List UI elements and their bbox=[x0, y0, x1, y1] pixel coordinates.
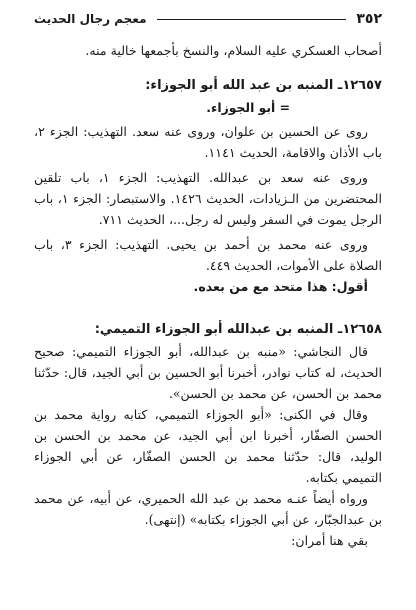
entry-12657-paragraph-1: روى عن الحسين بن علوان، وروى عنه سعد. التهذيب: الجزء ٢، باب الأذان والاقامة، الحديث ١١٤١. bbox=[34, 124, 382, 160]
entry-12658-paragraph-1: قال النجاشي: «منبه بن عبدالله، أبو الجوزاء التميمي: صحيح الحديث، له كتاب نوادر، أخبرنا أبو الحسين بن أبي الجيد، قال: حدّثنا محمد بن الحسن، عن محمد بن الحسن». bbox=[34, 344, 382, 401]
header-rule bbox=[157, 19, 347, 20]
note-label: أقول: bbox=[331, 279, 368, 294]
continuation-paragraph: أصحاب العسكري عليه السلام، والنسخ بأجمعها خالية منه. bbox=[85, 43, 382, 58]
entry-title-12658: ١٢٦٥٨ـ المنبه بن عبدالله أبو الجوزاء التميمي: bbox=[94, 322, 382, 337]
note-text: هذا متحد مع من بعده. bbox=[193, 279, 328, 294]
entry-12658-paragraph-2: وقال في الكنى: «أبو الجوزاء التميمي، كتابه رواية محمد بن الحسن الصفّار، أخبرنا ابن أبي الجيد، عن محمد بن الحسن بن الوليد، قال: حدّثنا محمد بن الحسن الصفّار، عن أبي الجوزاء التميمي بكتابه. bbox=[34, 407, 382, 485]
entry-12658-paragraph-4: بقي هنا أمران: bbox=[291, 533, 368, 548]
entry-title-12657: ١٢٦٥٧ـ المنبه بن عبد الله أبو الجوزاء: bbox=[145, 78, 382, 93]
page-number: ٣٥٢ bbox=[356, 11, 382, 27]
entry-12657-paragraph-2: وروى عنه سعد بن عبدالله. التهذيب: الجزء ١، باب تلقين المحتضرين من الـزيادات، الحديث ١٤٢٦. والاستبصار: الجزء ١، باب الرجل يموت في السفر وليس له رجل...، الحديث ٧١١. bbox=[34, 170, 382, 227]
page-header bbox=[34, 8, 382, 30]
entry-12657-note bbox=[34, 276, 382, 297]
entry-12657-paragraph-3: وروى عنه محمد بن أحمد بن يحيى. التهذيب: الجزء ٣، باب الصلاة على الأموات، الحديث ٤٤٩. bbox=[34, 237, 382, 273]
entry-12658-paragraph-3: ورواه أيضاً عنـه محمد بن عبد الله الحميري، عن أبيه، عن محمد بن عبدالجبّار، عن أبي الجوزاء بكتابه» (إنتهى). bbox=[34, 491, 382, 527]
running-title: معجم رجال الحديث bbox=[34, 12, 147, 26]
entry-alias: = أبو الجوزاء. bbox=[206, 100, 290, 115]
